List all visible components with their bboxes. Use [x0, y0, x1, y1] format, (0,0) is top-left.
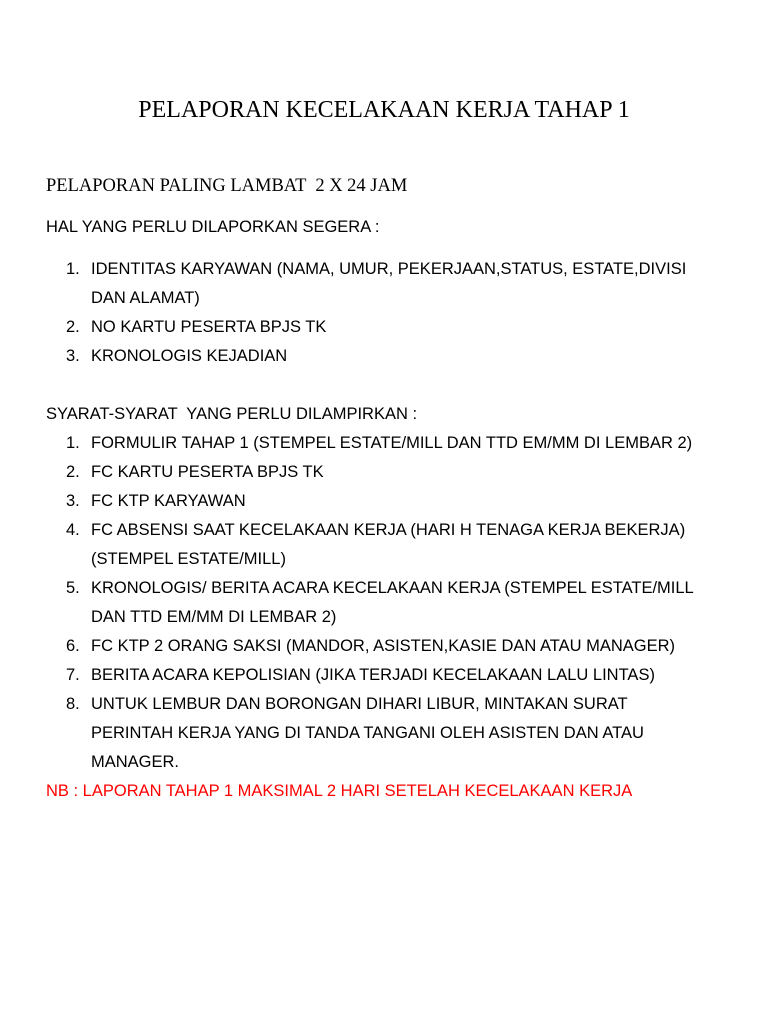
list-item-line: KRONOLOGIS KEJADIAN: [91, 347, 288, 365]
list-item-number: 1.: [66, 434, 80, 452]
list-item: [46, 429, 736, 458]
list-item-number: 2.: [66, 463, 80, 481]
list-item-line: BERITA ACARA KEPOLISIAN (JIKA TERJADI KECELAKAAN LALU LINTAS): [91, 666, 655, 684]
list-item-number: 1.: [66, 260, 80, 278]
list-item-number: 8.: [66, 695, 80, 713]
list-item-line: UNTUK LEMBUR DAN BORONGAN DIHARI LIBUR, MINTAKAN SURAT: [91, 695, 628, 713]
list-item-number: 7.: [66, 666, 80, 684]
deadline-note: NB : LAPORAN TAHAP 1 MAKSIMAL 2 HARI SETELAH KECELAKAAN KERJA: [46, 782, 633, 800]
list-item-line: FORMULIR TAHAP 1 (STEMPEL ESTATE/MILL DAN TTD EM/MM DI LEMBAR 2): [91, 434, 693, 452]
list-item-number: 5.: [66, 579, 80, 597]
list-item-number: 3.: [66, 492, 80, 510]
list-item-line: KRONOLOGIS/ BERITA ACARA KECELAKAAN KERJA (STEMPEL ESTATE/MILL: [91, 579, 694, 597]
list-item-line: (STEMPEL ESTATE/MILL): [91, 550, 286, 568]
list-item: [46, 661, 736, 690]
list-item-line: MANAGER.: [91, 753, 180, 771]
list-item: [46, 458, 736, 487]
list-item-number: 6.: [66, 637, 80, 655]
attachments-heading: SYARAT-SYARAT YANG PERLU DILAMPIRKAN :: [46, 405, 418, 423]
report-items-heading: HAL YANG PERLU DILAPORKAN SEGERA :: [46, 218, 380, 236]
list-item-line: DAN ALAMAT): [91, 289, 200, 307]
list-item: [46, 342, 736, 371]
list-item-line: FC KTP KARYAWAN: [91, 492, 246, 510]
list-item-line: FC KTP 2 ORANG SAKSI (MANDOR, ASISTEN,KASIE DAN ATAU MANAGER): [91, 637, 676, 655]
list-item: [46, 690, 736, 777]
list-item: [46, 313, 736, 342]
reporting-deadline: PELAPORAN PALING LAMBAT 2 X 24 JAM: [46, 176, 408, 196]
list-item-line: FC ABSENSI SAAT KECELAKAAN KERJA (HARI H TENAGA KERJA BEKERJA): [91, 521, 686, 539]
report-items-list: [46, 255, 736, 371]
list-item: [46, 516, 736, 574]
list-item-line: FC KARTU PESERTA BPJS TK: [91, 463, 324, 481]
list-item-number: 2.: [66, 318, 80, 336]
list-item-line: NO KARTU PESERTA BPJS TK: [91, 318, 327, 336]
attachments-list: [46, 429, 736, 777]
list-item: [46, 574, 736, 632]
list-item-number: 3.: [66, 347, 80, 365]
list-item-number: 4.: [66, 521, 80, 539]
list-item-line: DAN TTD EM/MM DI LEMBAR 2): [91, 608, 337, 626]
page-title: PELAPORAN KECELAKAAN KERJA TAHAP 1: [138, 97, 630, 123]
list-item-line: PERINTAH KERJA YANG DI TANDA TANGANI OLEH ASISTEN DAN ATAU: [91, 724, 644, 742]
list-item: [46, 255, 736, 313]
list-item-line: IDENTITAS KARYAWAN (NAMA, UMUR, PEKERJAAN,STATUS, ESTATE,DIVISI: [91, 260, 687, 278]
list-item: [46, 632, 736, 661]
list-item: [46, 487, 736, 516]
